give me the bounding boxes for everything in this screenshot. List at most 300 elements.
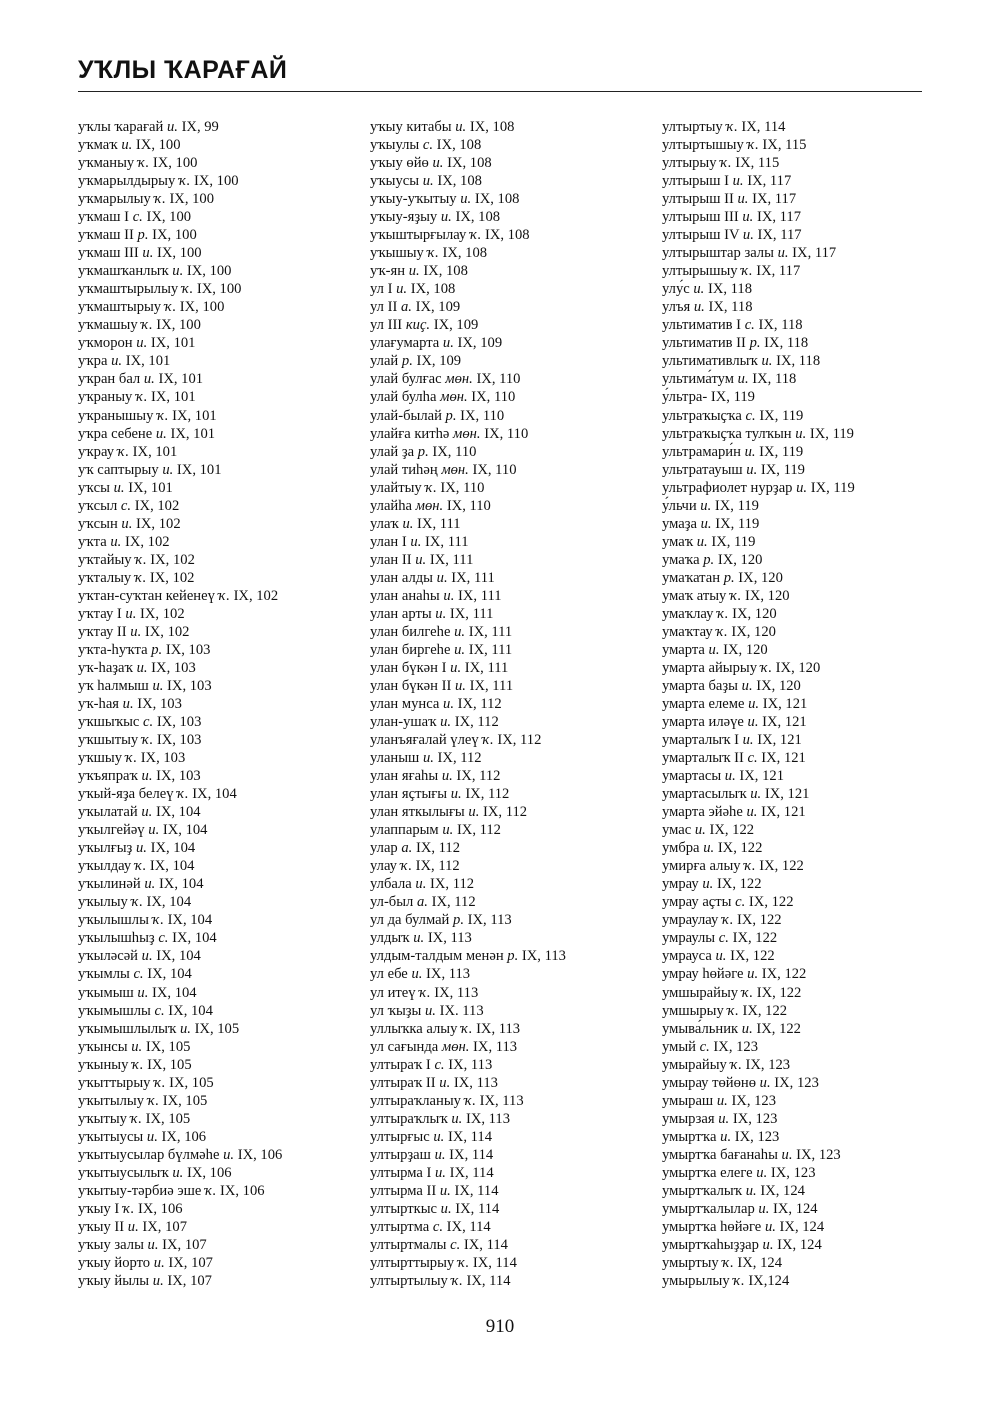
index-entry bbox=[78, 370, 282, 388]
part-of-speech: и. bbox=[148, 822, 160, 839]
part-of-speech: и. bbox=[122, 696, 134, 712]
page-reference: IX, 120 bbox=[756, 677, 801, 694]
page-reference: IX, 103 bbox=[167, 677, 212, 694]
page-reference: IX, 112 bbox=[483, 804, 528, 821]
headword: ул I bbox=[370, 281, 393, 298]
headword: уҡыу II bbox=[78, 1218, 125, 1235]
page-reference: IX, 119 bbox=[760, 461, 805, 478]
page-reference: IX, 100 bbox=[152, 155, 198, 172]
page-reference: IX, 118 bbox=[752, 371, 797, 388]
part-of-speech: и. bbox=[172, 263, 184, 280]
index-entry bbox=[78, 875, 282, 893]
part-of-speech: ҡ. bbox=[464, 1092, 476, 1109]
part-of-speech: и. bbox=[450, 786, 462, 803]
index-entry bbox=[78, 857, 282, 875]
headword: улан билгеһе bbox=[370, 623, 451, 640]
part-of-speech: ҡ. bbox=[154, 191, 166, 208]
part-of-speech: с. bbox=[718, 930, 729, 947]
headword: ултырма II bbox=[370, 1182, 437, 1199]
index-entry bbox=[370, 352, 566, 370]
headword: уҡмаҡ bbox=[78, 137, 118, 154]
headword: умаҡ атыу bbox=[662, 587, 727, 604]
headword: уҡсыл bbox=[78, 497, 118, 514]
headword: ултыраҡ I bbox=[370, 1056, 431, 1073]
headword: уҡышыу bbox=[370, 245, 424, 262]
headword: умыртҡалыҡ bbox=[662, 1182, 743, 1199]
index-entry bbox=[370, 1272, 566, 1290]
headword: уҡшыҡыс bbox=[78, 714, 140, 731]
part-of-speech: ҡ. bbox=[132, 1056, 144, 1073]
page-reference: IX, 123 bbox=[713, 1038, 759, 1055]
part-of-speech: и. bbox=[440, 714, 452, 731]
headword: уҡымлы bbox=[78, 966, 130, 983]
headword: улан-ушаҡ bbox=[370, 714, 437, 731]
headword: ултырғыс bbox=[370, 1128, 430, 1145]
part-of-speech: и. bbox=[718, 1110, 730, 1127]
part-of-speech: и. bbox=[694, 822, 706, 839]
part-of-speech: и. bbox=[451, 1110, 463, 1127]
index-entry bbox=[662, 1200, 855, 1218]
part-of-speech: ҡ. bbox=[178, 173, 191, 190]
headword: умыртҡаһыҙҙар bbox=[662, 1236, 759, 1253]
headword: умыраш bbox=[662, 1092, 714, 1109]
page-reference: IX, 106 bbox=[219, 1182, 265, 1199]
index-entry bbox=[662, 1128, 855, 1146]
part-of-speech: и. bbox=[745, 1182, 757, 1199]
headword: умаҙа bbox=[662, 515, 697, 532]
headword: уҡылдау bbox=[78, 858, 132, 875]
index-entry bbox=[370, 479, 566, 497]
part-of-speech: и. bbox=[110, 533, 122, 550]
part-of-speech: ҡ. bbox=[131, 894, 143, 911]
part-of-speech: и. bbox=[152, 1273, 164, 1289]
page-reference: IX, 102 bbox=[136, 515, 181, 532]
index-entry bbox=[78, 605, 282, 623]
index-entry bbox=[78, 1146, 282, 1164]
page-reference: IX, 118 bbox=[764, 335, 809, 352]
page-reference: IX, 108 bbox=[474, 191, 520, 208]
page-reference: IX, 114 bbox=[447, 1128, 492, 1145]
part-of-speech: с. bbox=[744, 317, 755, 334]
part-of-speech: ҡ. bbox=[717, 605, 729, 622]
headword: уҡта bbox=[78, 533, 107, 550]
index-entry bbox=[662, 767, 855, 785]
index-entry bbox=[370, 1218, 566, 1236]
index-entry bbox=[78, 1128, 282, 1146]
part-of-speech: и. bbox=[744, 443, 756, 460]
page-reference: IX, 110 bbox=[440, 479, 485, 496]
headword: ултырыш I bbox=[662, 173, 729, 190]
headword: уҡтан-суҡтан кейенеү bbox=[78, 587, 215, 604]
index-entry bbox=[78, 965, 282, 983]
headword: ултырткыс bbox=[370, 1200, 437, 1217]
part-of-speech: ҡ. bbox=[461, 1020, 473, 1037]
part-of-speech: ҡ. bbox=[152, 912, 164, 929]
page-reference: IX, 104 bbox=[155, 804, 201, 821]
headword: уҡ-һаҙаҡ bbox=[78, 659, 133, 676]
part-of-speech: ҡ. bbox=[147, 1092, 160, 1109]
headword: умартасылыҡ bbox=[662, 786, 747, 803]
index-entry bbox=[78, 407, 282, 425]
headword: уҡмарылдырыу bbox=[78, 173, 176, 190]
part-of-speech: и. bbox=[777, 245, 789, 262]
headword: умрау һөйәге bbox=[662, 966, 744, 983]
page-reference: IX, 121 bbox=[764, 786, 810, 803]
index-entry bbox=[370, 407, 566, 425]
index-entry bbox=[370, 749, 566, 767]
headword: улу́с bbox=[662, 281, 690, 298]
page-reference: IX, 120 bbox=[731, 623, 776, 640]
page-reference: IX, 103 bbox=[156, 714, 202, 731]
index-entry bbox=[370, 1146, 566, 1164]
headword: ул II bbox=[370, 299, 398, 316]
headword: умаҡ bbox=[662, 533, 694, 550]
part-of-speech: и. bbox=[125, 605, 137, 622]
page-reference: IX, 113 bbox=[427, 930, 472, 947]
index-entry bbox=[370, 370, 566, 388]
headword: умас bbox=[662, 822, 692, 839]
headword: умбра bbox=[662, 840, 700, 857]
page-reference: IX, 123 bbox=[774, 1074, 819, 1091]
part-of-speech: и. bbox=[396, 281, 408, 298]
page-reference: IX, 110 bbox=[446, 497, 491, 514]
headword: у́льчи bbox=[662, 497, 697, 514]
headword: умаҡлау bbox=[662, 605, 714, 622]
headword: ултыртышыу bbox=[662, 137, 744, 154]
part-of-speech: ҡ. bbox=[741, 263, 753, 280]
index-entry bbox=[662, 659, 855, 677]
headword: улайһа bbox=[370, 497, 412, 514]
headword: улаҡ bbox=[370, 515, 399, 532]
index-entry bbox=[78, 425, 282, 443]
part-of-speech: с. bbox=[120, 497, 132, 514]
index-entry bbox=[370, 1002, 566, 1020]
page-reference: IX, 104 bbox=[156, 948, 201, 965]
page-reference: IX, 123 bbox=[731, 1092, 777, 1109]
index-entry bbox=[370, 461, 566, 479]
index-entry bbox=[370, 785, 566, 803]
index-entry bbox=[662, 569, 855, 587]
index-entry bbox=[370, 1128, 566, 1146]
page-reference: IX, 109 bbox=[416, 353, 462, 370]
index-entry bbox=[370, 334, 566, 352]
part-of-speech: и. bbox=[142, 245, 154, 262]
headword: уҡый-яҙа белеү bbox=[78, 786, 174, 803]
page-reference: IX, 123 bbox=[732, 1110, 778, 1127]
headword: ул III bbox=[370, 317, 403, 334]
page-reference: IX, 109 bbox=[457, 335, 503, 352]
index-entry bbox=[370, 497, 566, 515]
headword: уҡылгейәү bbox=[78, 822, 145, 839]
headword: уҡыттырыу bbox=[78, 1074, 151, 1091]
page-reference: IX, 124 bbox=[779, 1218, 825, 1235]
part-of-speech: и. bbox=[454, 641, 466, 658]
part-of-speech: и. bbox=[131, 1038, 143, 1055]
page-reference: IX, 122 bbox=[756, 1020, 801, 1037]
page-reference: IX, 101 bbox=[158, 371, 204, 388]
part-of-speech: ҡ. bbox=[730, 1056, 742, 1073]
part-of-speech: и. bbox=[439, 1074, 451, 1091]
page-reference: IX, 104 bbox=[167, 912, 213, 929]
part-of-speech: и. bbox=[121, 137, 133, 154]
page-reference: IX, 112 bbox=[415, 858, 460, 875]
part-of-speech: ҡ. bbox=[218, 587, 230, 604]
index-entry bbox=[370, 677, 566, 695]
index-entry bbox=[662, 515, 855, 533]
part-of-speech: и. bbox=[700, 497, 712, 514]
part-of-speech: р. bbox=[703, 551, 715, 568]
page-reference: IX, 114 bbox=[449, 1164, 494, 1181]
part-of-speech: и. bbox=[708, 641, 720, 658]
index-entry bbox=[78, 154, 282, 172]
part-of-speech: ҡ. bbox=[135, 551, 147, 568]
headword: умыва́льник bbox=[662, 1020, 739, 1037]
page-reference: IX, 113 bbox=[465, 1110, 511, 1127]
index-entry bbox=[370, 226, 566, 244]
page-reference: IX, 121 bbox=[761, 750, 806, 767]
part-of-speech: и. bbox=[443, 587, 455, 604]
page-reference: IX, 100 bbox=[146, 209, 192, 226]
page-reference: IX, 108 bbox=[437, 173, 482, 190]
index-entry bbox=[370, 929, 566, 947]
page-reference: IX, 123 bbox=[734, 1128, 780, 1145]
page-reference: IX. 113 bbox=[439, 1002, 484, 1019]
part-of-speech: р. bbox=[749, 335, 761, 352]
index-entry bbox=[662, 172, 855, 190]
headword: умарта елеме bbox=[662, 696, 745, 712]
index-entry bbox=[662, 388, 855, 406]
index-entry bbox=[78, 713, 282, 731]
page-reference: IX, 122 bbox=[742, 1002, 788, 1019]
index-entry bbox=[662, 1002, 855, 1020]
part-of-speech: с. bbox=[747, 750, 758, 767]
index-entry bbox=[662, 965, 855, 983]
headword: уллыҡка алыу bbox=[370, 1020, 458, 1037]
part-of-speech: ҡ. bbox=[726, 119, 738, 135]
headword: уҡытыусылар бүлмәһе bbox=[78, 1146, 220, 1163]
part-of-speech: ҡ. bbox=[154, 1074, 166, 1091]
part-of-speech: ҡ. bbox=[427, 245, 439, 262]
page-reference: IX, 102 bbox=[140, 605, 185, 622]
page-reference: IX, 103 bbox=[137, 696, 182, 712]
index-entry bbox=[78, 947, 282, 965]
part-of-speech: и. bbox=[455, 119, 467, 135]
index-entry bbox=[370, 118, 566, 136]
page-reference: IX, 110 bbox=[476, 371, 521, 388]
index-entry bbox=[78, 677, 282, 695]
page-reference: IX, 113 bbox=[434, 984, 479, 1001]
headword: уланыш bbox=[370, 750, 420, 767]
headword: улан яҫтығы bbox=[370, 786, 448, 803]
index-entry bbox=[370, 839, 566, 857]
index-entry bbox=[78, 280, 282, 298]
headword: уҡраныу bbox=[78, 389, 133, 406]
headword: уҡшыу bbox=[78, 750, 123, 767]
headword: ул да булмай bbox=[370, 912, 450, 929]
page-reference: IX, 113 bbox=[521, 948, 566, 965]
part-of-speech: с. bbox=[143, 714, 154, 731]
index-entry bbox=[370, 1038, 566, 1056]
page-reference: IX, 119 bbox=[809, 425, 854, 442]
part-of-speech: и. bbox=[111, 353, 123, 370]
headword: уҡ саптырыу bbox=[78, 461, 159, 478]
page-reference: IX, 111 bbox=[451, 569, 495, 586]
part-of-speech: и. bbox=[435, 605, 447, 622]
part-of-speech: и. bbox=[146, 1128, 158, 1145]
headword: ул-был bbox=[370, 894, 414, 911]
page-reference: IX, 100 bbox=[169, 191, 215, 208]
part-of-speech: р. bbox=[723, 569, 735, 586]
index-entry bbox=[662, 893, 855, 911]
index-entry bbox=[370, 623, 566, 641]
part-of-speech: и. bbox=[172, 1164, 184, 1181]
headword: умарта иләүе bbox=[662, 714, 744, 731]
page-reference: IX, 109 bbox=[415, 299, 461, 316]
index-entry bbox=[370, 1074, 566, 1092]
index-entry bbox=[370, 388, 566, 406]
page-reference: IX, 101 bbox=[170, 425, 216, 442]
part-of-speech: с. bbox=[133, 966, 144, 983]
part-of-speech: ҡ. bbox=[716, 623, 728, 640]
index-entry bbox=[78, 893, 282, 911]
index-entry bbox=[370, 1164, 566, 1182]
page-reference: IX, 108 bbox=[423, 263, 468, 280]
part-of-speech: и. bbox=[781, 1146, 793, 1163]
index-entry bbox=[662, 118, 855, 136]
page-reference: IX, 120 bbox=[744, 587, 790, 604]
headword: уҡранышыу bbox=[78, 407, 154, 424]
part-of-speech: и. bbox=[750, 786, 762, 803]
headword: уҡымышлылыҡ bbox=[78, 1020, 177, 1037]
headword: умырылыу bbox=[662, 1273, 730, 1289]
page-reference: IX, 124 bbox=[760, 1182, 805, 1199]
part-of-speech: и. bbox=[737, 191, 749, 208]
page-reference: IX, 122 bbox=[730, 948, 775, 965]
page-reference: IX, 100 bbox=[152, 227, 197, 244]
index-entry bbox=[78, 515, 282, 533]
index-entry bbox=[370, 515, 566, 533]
part-of-speech: и. bbox=[410, 533, 422, 550]
part-of-speech: с. bbox=[735, 894, 746, 911]
index-entry bbox=[662, 533, 855, 551]
page-reference: IX, 120 bbox=[717, 551, 763, 568]
part-of-speech: и. bbox=[143, 371, 155, 388]
part-of-speech: ҡ. bbox=[125, 750, 138, 767]
index-entry bbox=[662, 929, 855, 947]
page-reference: IX, 115 bbox=[762, 137, 807, 154]
index-entry bbox=[370, 1182, 566, 1200]
index-column-3 bbox=[662, 118, 855, 1290]
page-reference: IX, 106 bbox=[186, 1164, 232, 1181]
page-reference: IX, 114 bbox=[472, 1254, 517, 1271]
part-of-speech: ҡ. bbox=[741, 984, 754, 1001]
headword: уҡ-һая bbox=[78, 696, 120, 712]
page-reference: IX, 122 bbox=[759, 858, 804, 875]
index-entry bbox=[662, 136, 855, 154]
index-entry bbox=[78, 839, 282, 857]
part-of-speech: и. bbox=[136, 335, 148, 352]
index-entry bbox=[78, 1236, 282, 1254]
headword: ультиматив I bbox=[662, 317, 742, 334]
index-entry bbox=[662, 947, 855, 965]
part-of-speech: и. bbox=[439, 1182, 451, 1199]
headword: ул сағында bbox=[370, 1038, 439, 1055]
headword: умарта айырыу bbox=[662, 659, 757, 676]
headword: ултырма I bbox=[370, 1164, 432, 1181]
page-reference: IX, 105 bbox=[147, 1056, 192, 1073]
page-reference: IX, 102 bbox=[144, 623, 190, 640]
index-entry bbox=[370, 984, 566, 1002]
headword: уҡыштырғылау bbox=[370, 227, 467, 244]
headword: улъя bbox=[662, 299, 691, 316]
page-reference: IX, 112 bbox=[465, 786, 510, 803]
page-reference: IX, 112 bbox=[431, 894, 476, 911]
index-entry bbox=[370, 713, 566, 731]
headword: уҡрау bbox=[78, 443, 114, 460]
part-of-speech: ҡ. bbox=[400, 858, 412, 875]
page-reference: IX, 110 bbox=[432, 443, 477, 460]
headword: уҡыу йорто bbox=[78, 1254, 151, 1271]
page-reference: IX, 112 bbox=[456, 768, 501, 785]
index-entry bbox=[662, 857, 855, 875]
running-header: УҠЛЫ ҠАРАҒАЙ bbox=[78, 56, 288, 84]
index-entry bbox=[662, 226, 855, 244]
index-entry bbox=[662, 1074, 855, 1092]
headword: ултырыш IV bbox=[662, 227, 740, 244]
headword: уҡморон bbox=[78, 335, 133, 352]
part-of-speech: и. bbox=[741, 677, 753, 694]
headword: уҡтау II bbox=[78, 623, 127, 640]
page-reference: IX, 102 bbox=[149, 569, 195, 586]
part-of-speech: и. bbox=[153, 1254, 165, 1271]
headword: ултыраҡлыҡ bbox=[370, 1110, 448, 1127]
index-entry bbox=[78, 388, 282, 406]
page-reference: IX, 104 bbox=[158, 876, 204, 893]
index-entry bbox=[78, 1254, 282, 1272]
headword: умырайыу bbox=[662, 1056, 727, 1073]
part-of-speech: и. bbox=[162, 461, 174, 478]
part-of-speech: ҡ. bbox=[722, 1254, 734, 1271]
page-reference: IX, 122 bbox=[761, 966, 807, 983]
index-entry bbox=[78, 1038, 282, 1056]
part-of-speech: и. bbox=[460, 191, 472, 208]
page-reference: IX, 101 bbox=[151, 389, 196, 406]
index-entry bbox=[78, 731, 282, 749]
part-of-speech: и. bbox=[179, 1020, 191, 1037]
headword: уҡманыу bbox=[78, 155, 135, 172]
headword: умрау аҫты bbox=[662, 894, 732, 911]
index-entry bbox=[370, 965, 566, 983]
page-reference: IX, 110 bbox=[472, 461, 517, 478]
page-reference: IX, 108 bbox=[484, 227, 530, 244]
page-reference: IX, 112 bbox=[456, 822, 501, 839]
page-reference: IX, 104 bbox=[172, 930, 217, 947]
page-reference: IX, 111 bbox=[458, 587, 502, 604]
part-of-speech: и. bbox=[761, 353, 773, 370]
part-of-speech: и. bbox=[762, 1236, 774, 1253]
index-entry bbox=[662, 316, 855, 334]
index-entry bbox=[78, 172, 282, 190]
page-reference: IX, 114 bbox=[463, 1236, 508, 1253]
part-of-speech: и. bbox=[434, 1164, 446, 1181]
index-entry bbox=[662, 1020, 855, 1038]
part-of-speech: и. bbox=[742, 209, 754, 226]
headword: уҡыусы bbox=[370, 173, 420, 190]
headword: ультрафиолет нурҙар bbox=[662, 479, 793, 496]
page-reference: IX, 112 bbox=[415, 840, 461, 857]
page-reference: IX, 120 bbox=[775, 659, 821, 676]
index-entry bbox=[662, 1182, 855, 1200]
